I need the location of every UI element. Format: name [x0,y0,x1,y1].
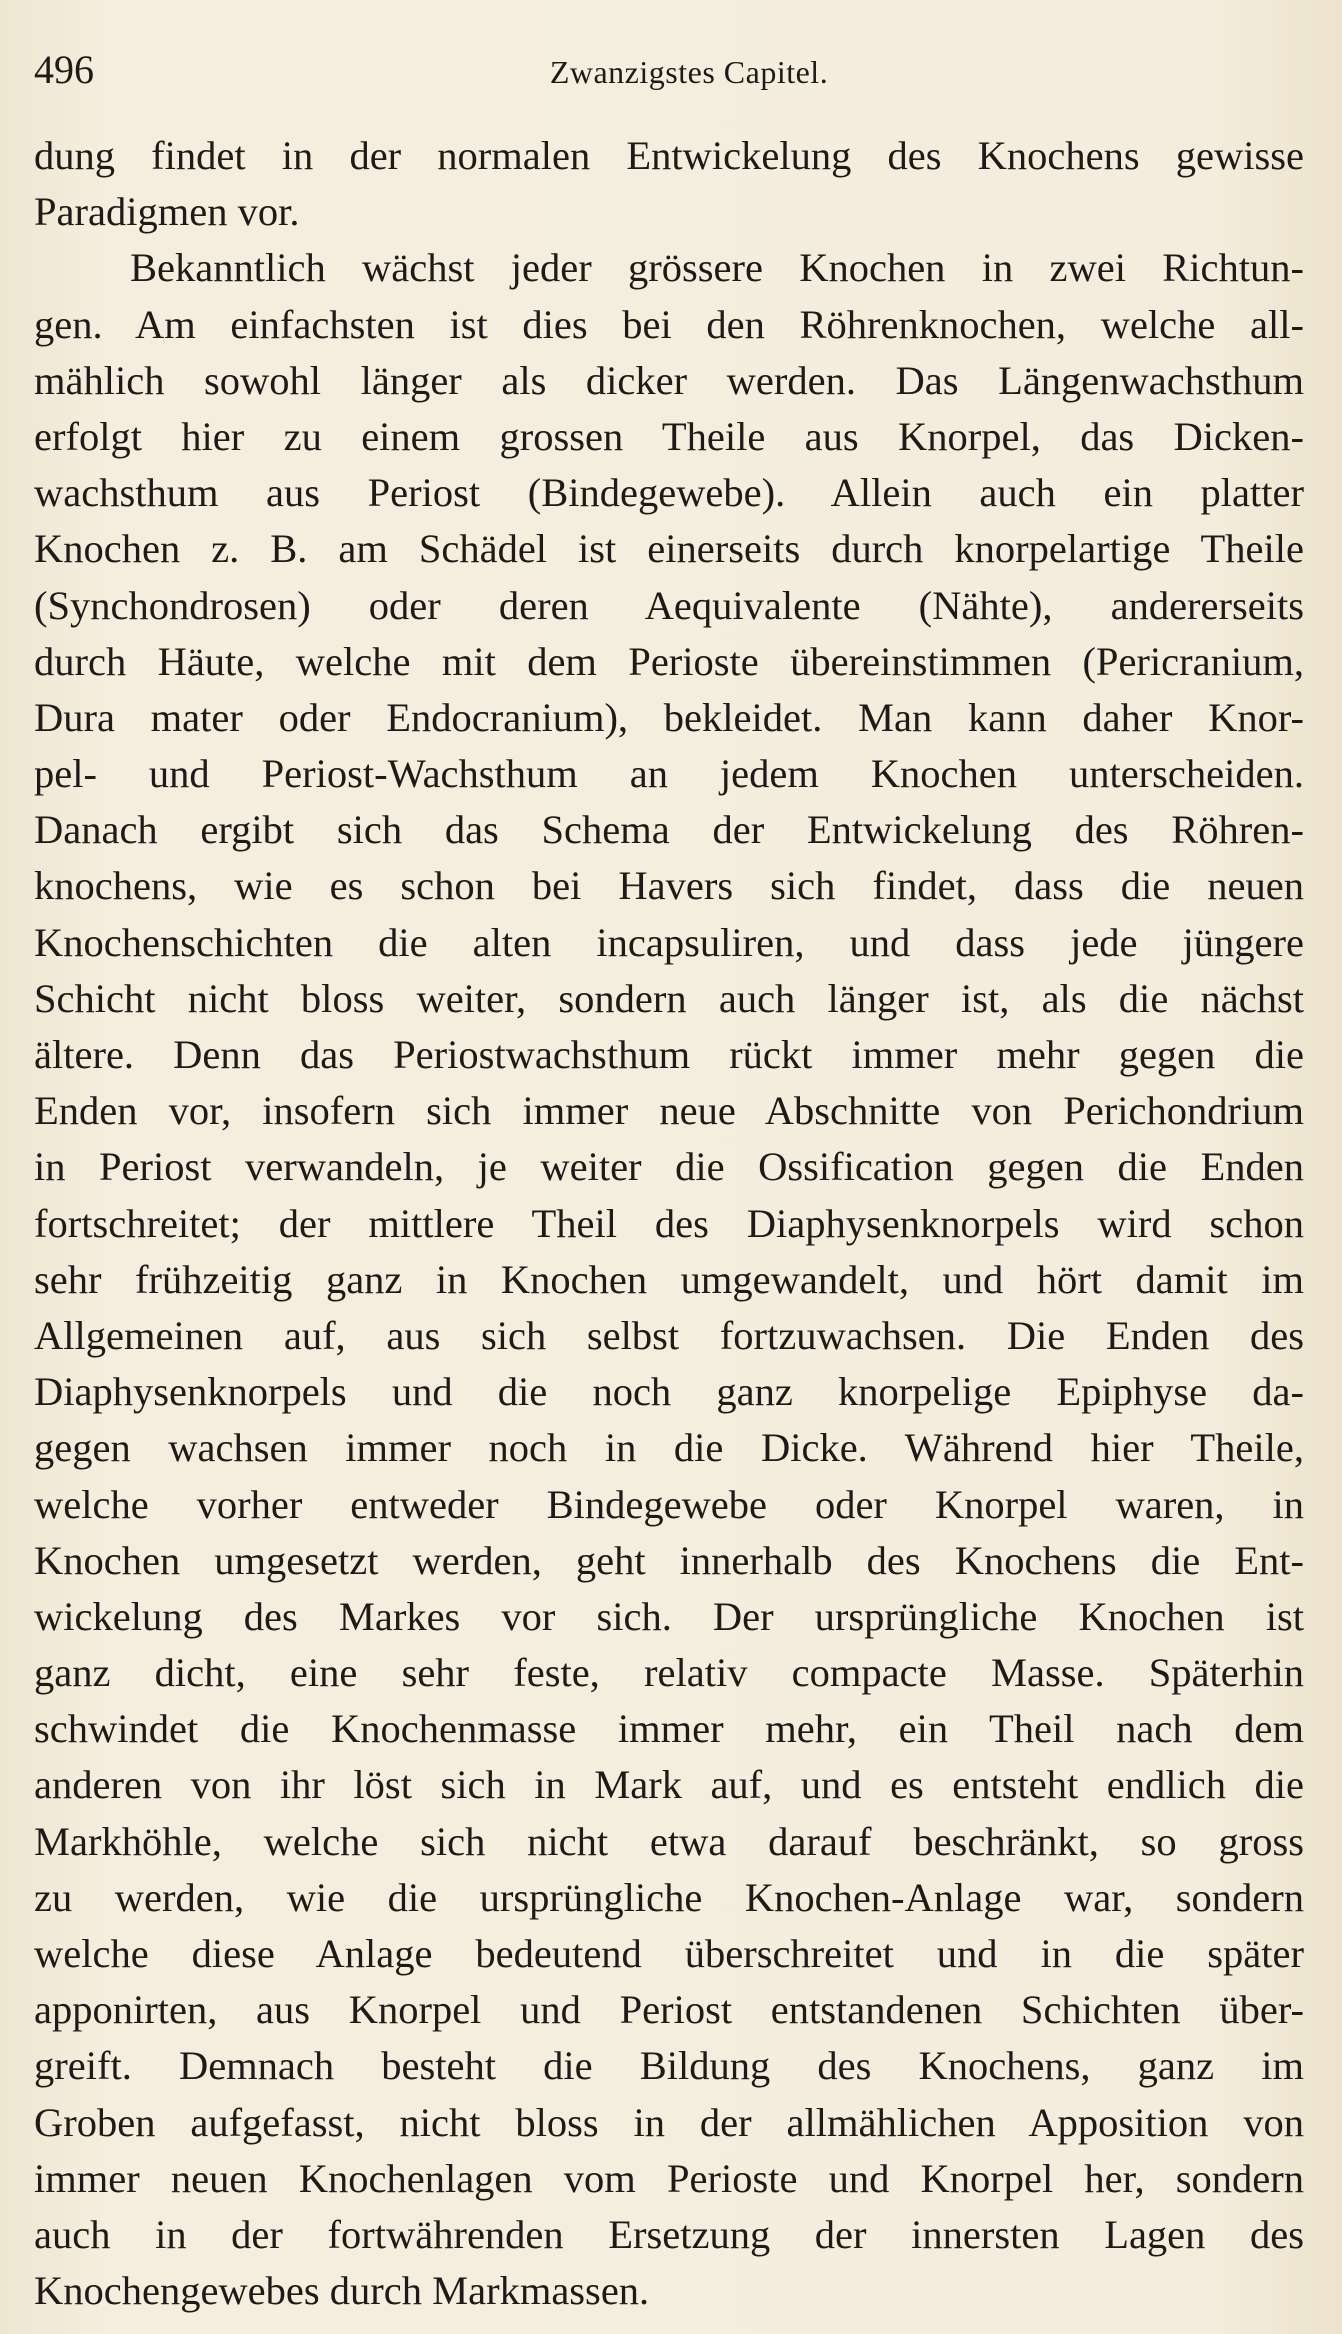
running-head: Zwanzigstes Capitel. [549,54,829,90]
text-line: fortschreitet; der mittlere Theil des Diaphysenknorpels wird schon [34,1200,1304,1246]
text-line: apponirten, aus Knorpel und Periost entstandenen Schichten über- [34,1987,1304,2033]
text-line: ganz dicht, eine sehr feste, relativ compacte Masse. Späterhin [34,1650,1304,1696]
text-line: dung findet in der normalen Entwickelung des Knochens gewisse [34,133,1304,178]
text-line: (Synchondrosen) oder deren Aequivalente (Nähte), andererseits [34,582,1304,628]
text-line: Groben aufgefasst, nicht bloss in der allmählichen Apposition von [34,2099,1304,2145]
text-line: anderen von ihr löst sich in Mark auf, und es entsteht endlich die [34,1762,1304,1808]
text-line: schwindet die Knochenmasse immer mehr, ein Theil nach dem [34,1706,1304,1752]
text-line: gen. Am einfachsten ist dies bei den Röhrenknochen, welche all- [34,301,1304,347]
text-line: Allgemeinen auf, aus sich selbst fortzuwachsen. Die Enden des [34,1312,1304,1358]
page-number: 496 [34,47,94,92]
text-line: greift. Demnach besteht die Bildung des Knochens, ganz im [34,2043,1304,2089]
text-line: gegen wachsen immer noch in die Dicke. Während hier Theile, [34,1425,1304,1471]
page-header [34,40,1304,100]
text-line: durch Häute, welche mit dem Perioste übereinstimmen (Pericranium, [34,638,1304,684]
text-line: Markhöhle, welche sich nicht etwa darauf beschränkt, so gross [34,1818,1304,1864]
body-text [34,128,1304,2319]
text-line: Enden vor, insofern sich immer neue Abschnitte von Perichondrium [34,1088,1304,1134]
text-line: Knochenschichten die alten incapsuliren, und dass jede jüngere [34,919,1304,965]
text-line: Schicht nicht bloss weiter, sondern auch länger ist, als die nächst [34,975,1304,1021]
text-line: knochens, wie es schon bei Havers sich findet, dass die neuen [34,863,1304,909]
text-line: erfolgt hier zu einem grossen Theile aus Knorpel, das Dicken- [34,413,1304,459]
text-line: Knochen umgesetzt werden, geht innerhalb des Knochens die Ent- [34,1537,1304,1583]
text-line: ältere. Denn das Periostwachsthum rückt immer mehr gegen die [34,1032,1304,1077]
text-line: welche diese Anlage bedeutend überschreitet und in die später [34,1931,1304,1976]
text-line: in Periost verwandeln, je weiter die Ossification gegen die Enden [34,1144,1304,1190]
text-line: Bekanntlich wächst jeder grössere Knochen in zwei Richtun- [130,245,1304,291]
text-line: pel- und Periost-Wachsthum an jedem Knochen unterscheiden. [34,751,1304,797]
text-line: Diaphysenknorpels und die noch ganz knorpelige Epiphyse da- [34,1369,1304,1415]
text-line: Dura mater oder Endocranium), bekleidet. Man kann daher Knor- [34,694,1304,740]
text-line: sehr frühzeitig ganz in Knochen umgewandelt, und hört damit im [34,1256,1304,1302]
text-line: Danach ergibt sich das Schema der Entwickelung des Röhren- [34,807,1304,853]
text-line: welche vorher entweder Bindegewebe oder Knorpel waren, in [34,1481,1304,1527]
text-line: Knochengewebes durch Markmassen. [34,2268,650,2314]
text-line: mählich sowohl länger als dicker werden. Das Längenwachsthum [34,357,1304,403]
text-line: wickelung des Markes vor sich. Der ursprüngliche Knochen ist [34,1593,1304,1639]
text-line: Paradigmen vor. [34,189,300,235]
text-line: zu werden, wie die ursprüngliche Knochen-Anlage war, sondern [34,1874,1304,1920]
text-line: immer neuen Knochenlagen vom Perioste und Knorpel her, sondern [34,2155,1304,2201]
text-line: auch in der fortwährenden Ersetzung der innersten Lagen des [34,2211,1304,2257]
text-line: Knochen z. B. am Schädel ist einerseits durch knorpelartige Theile [34,526,1304,572]
text-line: wachsthum aus Periost (Bindegewebe). Allein auch ein platter [34,470,1304,516]
